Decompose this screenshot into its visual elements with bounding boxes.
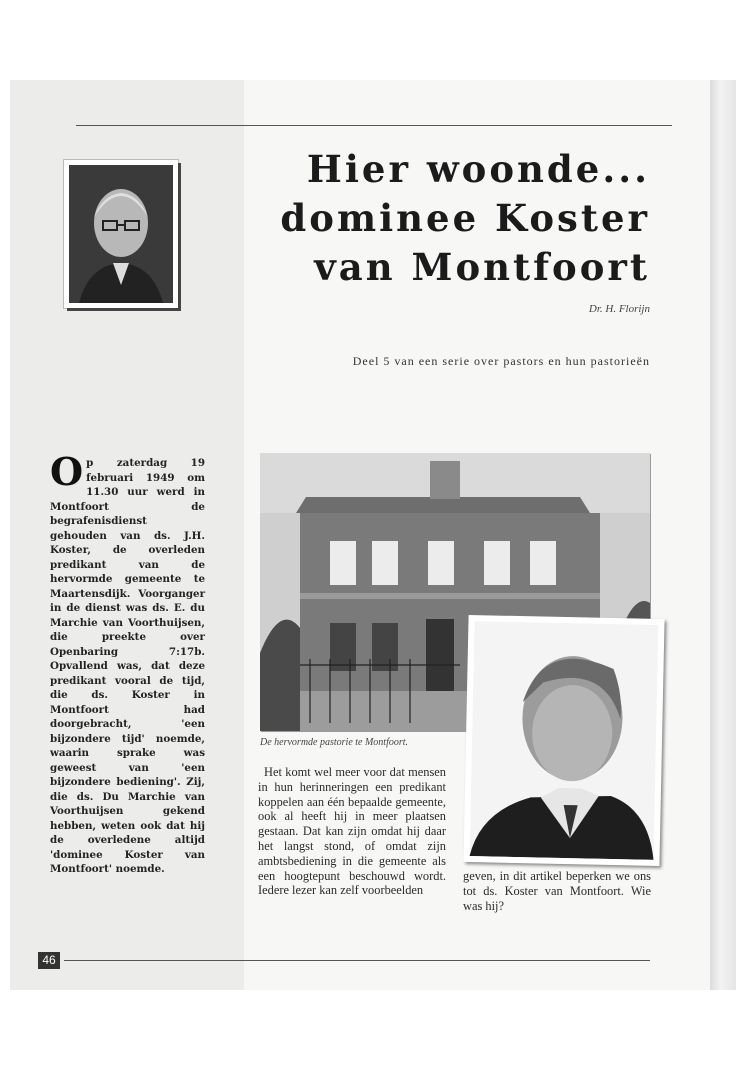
photo-caption: De hervormde pastorie te Montfoort. — [260, 737, 409, 748]
intro-text: p zaterdag 19 februari 1949 om 11.30 uur werd in Montfoort de begrafenisdienst gehouden van ds. J.H. Koster, de overleden predikant van de hervormde gemeente te Maartensdijk. Voorganger in de dienst was ds. E. du Marchie van Voorthuijsen, die preekte over Openbaring 7:17b. Opvallend was, dat deze predikant vooral de tijd, die ds. Koster in Montfoort had doorgebracht, 'een bijzondere tijd' noemde, waarin sprake was geweest van 'een bijzondere bediening'. Zij, die ds. Du Marchie van Voorthuijsen gekend hebben, weten ook dat hij de overledene altijd 'dominee Koster van Montfoort' noemde. — [50, 457, 205, 875]
title-line-2: dominee Koster — [280, 196, 650, 240]
page-number: 46 — [38, 952, 60, 969]
page-edge — [710, 80, 736, 990]
portrait-photo-small — [64, 160, 178, 308]
title-line-3: van Montfoort — [314, 245, 650, 289]
top-rule — [76, 125, 672, 126]
author-byline: Dr. H. Florijn — [588, 303, 650, 315]
article-title — [270, 145, 650, 292]
title-line-1: Hier woonde... — [306, 147, 650, 191]
body-column-1: Het komt wel meer voor dat mensen in hun herinneringen een predikant koppelen aan één bepaalde gemeente, ook al heeft hij in meer plaatsen gestaan. Dat kan zijn omdat hij daar het langst stond, of omdat zijn ambtsbediening in die gemeente als een hoogtepunt beschouwd wordt. Iedere lezer kan zelf voorbeelden — [258, 765, 446, 898]
series-subtitle: Deel 5 van een serie over pastors en hun pastorieën — [352, 354, 650, 368]
body-column-2: geven, in dit artikel beperken we ons tot ds. Koster van Montfoort. Wie was hij? — [463, 869, 651, 913]
bottom-rule — [64, 960, 650, 961]
intro-paragraph — [50, 449, 205, 877]
portrait-photo-large — [463, 615, 664, 866]
drop-cap: O — [50, 449, 84, 494]
